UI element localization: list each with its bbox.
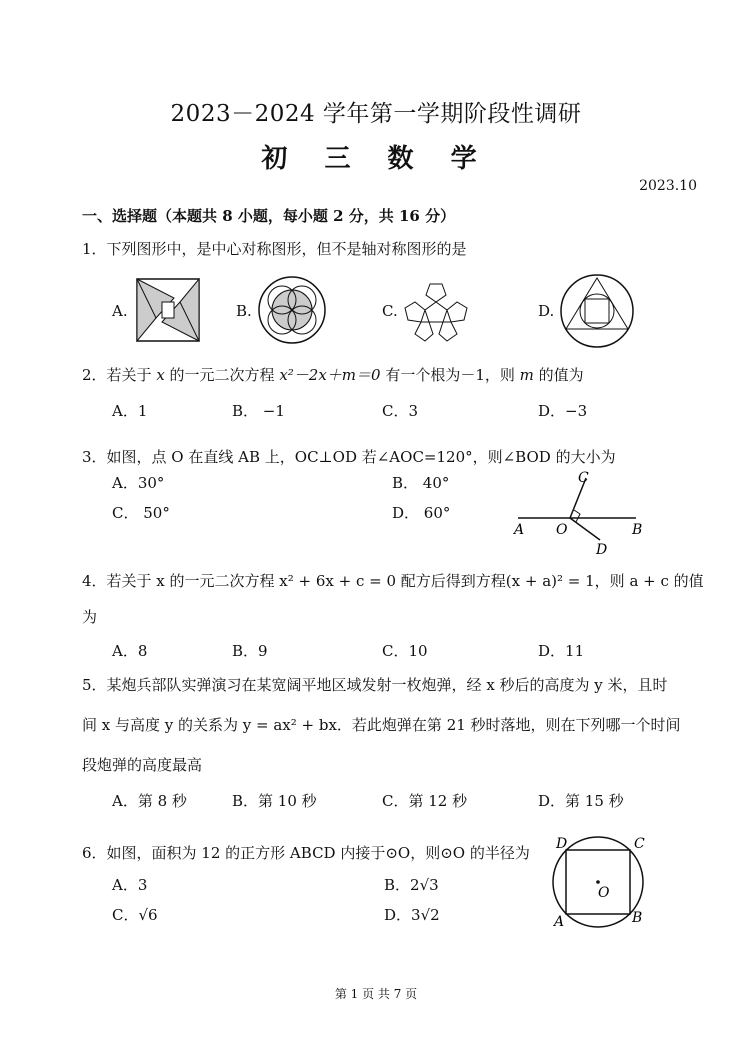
q5-option-c: C．第 12 秒	[382, 792, 468, 810]
question-5-line1: 5．某炮兵部队实弹演习在某宽阔平地区域发射一枚炮弹，经 x 秒后的高度为 y 米，且时	[82, 676, 668, 694]
q6-label-b: B	[632, 910, 643, 926]
q1-option-c: C.	[382, 302, 398, 320]
q1-figure-c	[404, 282, 468, 342]
q3-option-a: A．30°	[112, 474, 165, 492]
q2-option-a: A．1	[112, 402, 148, 420]
question-4-stem-line1: 4．若关于 x 的一元二次方程 x² + 6x + c = 0 配方后得到方程(x + a)² = 1，则 a + c 的值	[82, 572, 704, 590]
question-1-stem: 1．下列图形中，是中心对称图形，但不是轴对称图形的是	[82, 240, 467, 258]
q2-option-b: B． −1	[232, 402, 285, 420]
q1-figure-d	[560, 274, 634, 348]
q2-option-c: C．3	[382, 402, 419, 420]
q1-figure-a	[136, 278, 200, 342]
q3-option-c: C． 50°	[112, 504, 170, 522]
question-6-stem: 6．如图，面积为 12 的正方形 ABCD 内接于⊙O，则⊙O 的半径为	[82, 844, 530, 862]
q3-label-o: O	[556, 522, 568, 538]
q6-label-a: A	[554, 914, 565, 930]
q3-figure	[508, 468, 648, 560]
q6-option-b: B．2√3	[384, 876, 439, 894]
section-heading: 一、选择题（本题共 8 小题，每小题 2 分，共 16 分）	[82, 207, 456, 225]
q6-figure	[546, 834, 656, 934]
question-4-stem-line2: 为	[82, 608, 98, 626]
question-3-stem: 3．如图，点 O 在直线 AB 上，OC⊥OD 若∠AOC=120°，则∠BOD 的大小为	[82, 448, 616, 466]
q6-option-d: D．3√2	[384, 906, 440, 924]
q4-option-c: C．10	[382, 642, 428, 660]
question-5-line2: 间 x 与高度 y 的关系为 y = ax² + bx．若此炮弹在第 21 秒时落地，则在下列哪一个时间	[82, 716, 681, 734]
q3-option-d: D． 60°	[392, 504, 451, 522]
q1-option-b: B.	[236, 302, 252, 320]
q6-option-a: A．3	[112, 876, 148, 894]
q1-option-a: A.	[112, 302, 128, 320]
exam-title: 2023－2024 学年第一学期阶段性调研	[170, 101, 582, 127]
q3-option-b: B． 40°	[392, 474, 450, 492]
q3-label-c: C	[578, 470, 589, 486]
q6-label-o: O	[598, 885, 610, 901]
q3-label-d: D	[596, 542, 608, 558]
exam-subject: 初 三 数 学	[261, 144, 491, 174]
exam-date: 2023.10	[639, 178, 697, 194]
q4-option-b: B．9	[232, 642, 268, 660]
q5-option-a: A．第 8 秒	[112, 792, 187, 810]
q6-label-d: D	[556, 836, 568, 852]
page-footer: 第 1 页 共 7 页	[334, 987, 418, 1001]
q3-label-a: A	[514, 522, 525, 538]
question-2-stem: 2．若关于 x 的一元二次方程 x²－2x＋m＝0 有一个根为－1，则 m 的值为	[82, 366, 584, 384]
q3-label-b: B	[632, 522, 643, 538]
q5-option-d: D．第 15 秒	[538, 792, 624, 810]
q6-option-c: C．√6	[112, 906, 158, 924]
q4-option-d: D．11	[538, 642, 585, 660]
q1-figure-b	[258, 276, 326, 344]
q5-option-b: B．第 10 秒	[232, 792, 317, 810]
q6-label-c: C	[634, 836, 645, 852]
q1-option-d: D.	[538, 302, 555, 320]
q2-option-d: D．−3	[538, 402, 588, 420]
question-5-line3: 段炮弹的高度最高	[82, 756, 203, 774]
q4-option-a: A．8	[112, 642, 148, 660]
